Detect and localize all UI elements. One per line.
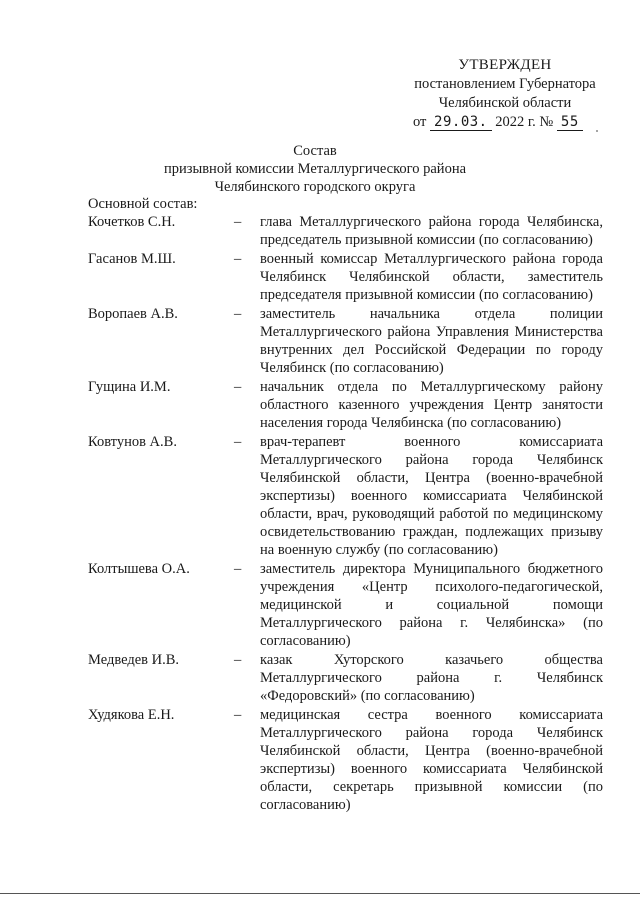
document-title — [150, 142, 480, 196]
member-role: медицинская сестра военного комиссариата Металлургического района города Челябинск Челябинской области, Центра (военно-врачебной экспертизы) военного комиссариата Челябинской области, секретарь призывной комиссии (по согласованию) — [260, 707, 603, 813]
member-dash: – — [234, 306, 242, 322]
member-dash: – — [234, 707, 242, 723]
date-prefix: от — [413, 114, 427, 130]
handwritten-number: 55 — [557, 114, 583, 131]
approval-region: Челябинской области — [438, 95, 572, 111]
member-role: глава Металлургического района города Челябинска, председатель призывной комиссии (по согласованию) — [260, 214, 603, 248]
member-row — [88, 250, 603, 304]
section-label: Основной состав: — [88, 196, 198, 212]
member-name: Воропаев А.В. — [88, 306, 178, 322]
member-row — [88, 378, 603, 432]
approval-date-line — [405, 113, 605, 132]
approval-block — [405, 56, 605, 132]
approval-heading: УТВЕРЖДЕН — [458, 57, 552, 73]
member-row — [88, 213, 603, 249]
member-role: врач-терапевт военного комиссариата Металлургического района города Челябинск Челябинской области, Центра (военно-врачебной экспертизы) военного комиссариата Челябинской области, врач, руководящий работой по медицинскому освидетельствованию граждан, подлежащих призыву на военную службу (по согласованию) — [260, 434, 603, 558]
member-name: Гасанов М.Ш. — [88, 251, 176, 267]
member-name: Медведев И.В. — [88, 652, 180, 668]
member-row — [88, 706, 603, 814]
member-name: Гущина И.М. — [88, 379, 171, 395]
approval-resolution: постановлением Губернатора — [414, 76, 596, 92]
member-dash: – — [234, 251, 242, 267]
member-row — [88, 305, 603, 377]
members-list — [88, 213, 603, 815]
year-suffix: 2022 г. № — [495, 114, 554, 130]
member-name: Ковтунов А.В. — [88, 434, 177, 450]
scan-speck — [596, 130, 598, 132]
member-dash: – — [234, 379, 242, 395]
member-row — [88, 433, 603, 559]
member-role: заместитель начальника отдела полиции Металлургического района Управления Министерства внутренних дел Российской Федерации по городу Челябинск (по согласованию) — [260, 306, 603, 376]
title-line-1: Состав — [293, 143, 337, 159]
member-dash: – — [234, 434, 242, 450]
member-dash: – — [234, 214, 242, 230]
member-name: Кочетков С.Н. — [88, 214, 176, 230]
member-row — [88, 651, 603, 705]
member-role: казак Хуторского казачьего общества Металлургического района г. Челябинск «Федоровский» (по согласованию) — [260, 652, 603, 704]
member-name: Худякова Е.Н. — [88, 707, 175, 723]
title-line-3: Челябинского городского округа — [214, 179, 416, 195]
member-row — [88, 560, 603, 650]
member-role: начальник отдела по Металлургическому району областного казенного учреждения Центр занятости населения города Челябинска (по согласованию) — [260, 379, 603, 431]
member-role: заместитель директора Муниципального бюджетного учреждения «Центр психолого-педагогической, медицинской и социальной помощи Металлургического района г. Челябинска» (по согласованию) — [260, 561, 603, 649]
handwritten-date: 29.03. — [430, 114, 492, 131]
title-line-2: призывной комиссии Металлургического района — [163, 161, 467, 177]
member-name: Колтышева О.А. — [88, 561, 190, 577]
member-dash: – — [234, 561, 242, 577]
member-role: военный комиссар Металлургического района города Челябинск Челябинской области, заместитель председателя призывной комиссии (по согласованию) — [260, 251, 603, 303]
member-dash: – — [234, 652, 242, 668]
scan-bottom-edge — [0, 893, 640, 894]
